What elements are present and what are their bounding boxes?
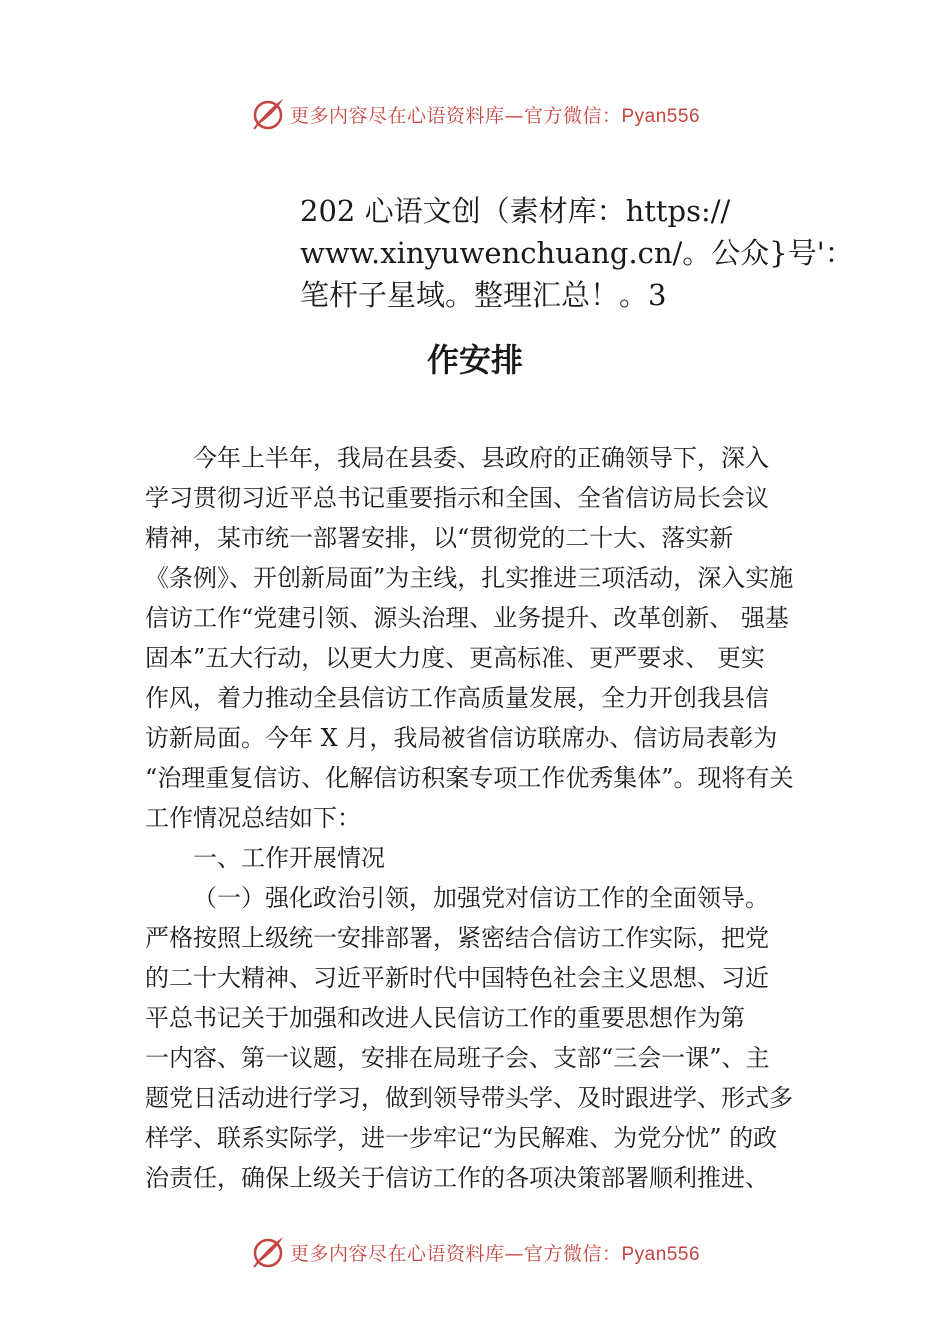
text-line: 一内容、第一议题，安排在局班子会、支部“三会一课”、主: [145, 1044, 770, 1072]
quill-logo-icon: [250, 96, 286, 132]
text-line: 固本”五大行动，以更大力度、更高标准、更严要求、 更实: [145, 644, 765, 672]
text-line: 访新局面。今年 X 月，我局被省信访联席办、信访局表彰为: [145, 724, 778, 752]
text-line: 的二十大精神、习近平新时代中国特色社会主义思想、习近: [145, 964, 769, 992]
text-line: 信访工作“党建引领、源头治理、业务提升、改革创新、 强基: [145, 604, 789, 632]
document-title: 作安排: [426, 341, 523, 379]
header-banner: [0, 92, 950, 136]
header-line: 202 心语文创（素材库：https://: [300, 194, 731, 228]
text-line: 治责任，确保上级关于信访工作的各项决策部署顺利推进、: [145, 1164, 769, 1192]
footer-banner: [0, 1230, 950, 1274]
text-line: 题党日活动进行学习，做到领导带头学、及时跟进学、形式多: [145, 1084, 793, 1112]
text-line: 今年上半年，我局在县委、县政府的正确领导下，深入: [193, 444, 769, 472]
text-line: 样学、联系实际学，进一步牢记“为民解难、为党分忧” 的政: [145, 1124, 778, 1152]
body-paragraphs: [145, 438, 835, 1198]
header-line: 笔杆子星域。整理汇总！。3: [300, 278, 667, 312]
text-line: 一、工作开展情况: [193, 844, 385, 872]
text-line: 精神，某市统一部署安排，以“贯彻党的二十大、落实新: [145, 524, 734, 552]
text-line: 工作情况总结如下：: [145, 804, 361, 832]
text-line: 严格按照上级统一安排部署，紧密结合信访工作实际，把党: [145, 924, 769, 952]
text-line: （一）强化政治引领，加强党对信访工作的全面领导。: [193, 884, 769, 912]
text-line: 作风，着力推动全县信访工作高质量发展，全力开创我县信: [145, 684, 769, 712]
text-line: 《条例》、开创新局面”为主线，扎实推进三项活动，深入实施: [145, 564, 794, 592]
text-line: “治理重复信访、化解信访积案专项工作优秀集体”。现将有关: [145, 764, 794, 792]
header-line: www.xinyuwenchuang.cn/。公众}号'：: [300, 236, 854, 270]
quill-logo-icon: [250, 1234, 286, 1270]
banner-text: 更多内容尽在心语资料库—官方微信：Pyan556: [289, 104, 701, 127]
document-header: [300, 190, 900, 316]
text-line: 平总书记关于加强和改进人民信访工作的重要思想作为第: [145, 1004, 745, 1032]
text-line: 学习贯彻习近平总书记重要指示和全国、全省信访局长会议: [145, 484, 769, 512]
banner-text: 更多内容尽在心语资料库—官方微信：Pyan556: [289, 1242, 701, 1265]
